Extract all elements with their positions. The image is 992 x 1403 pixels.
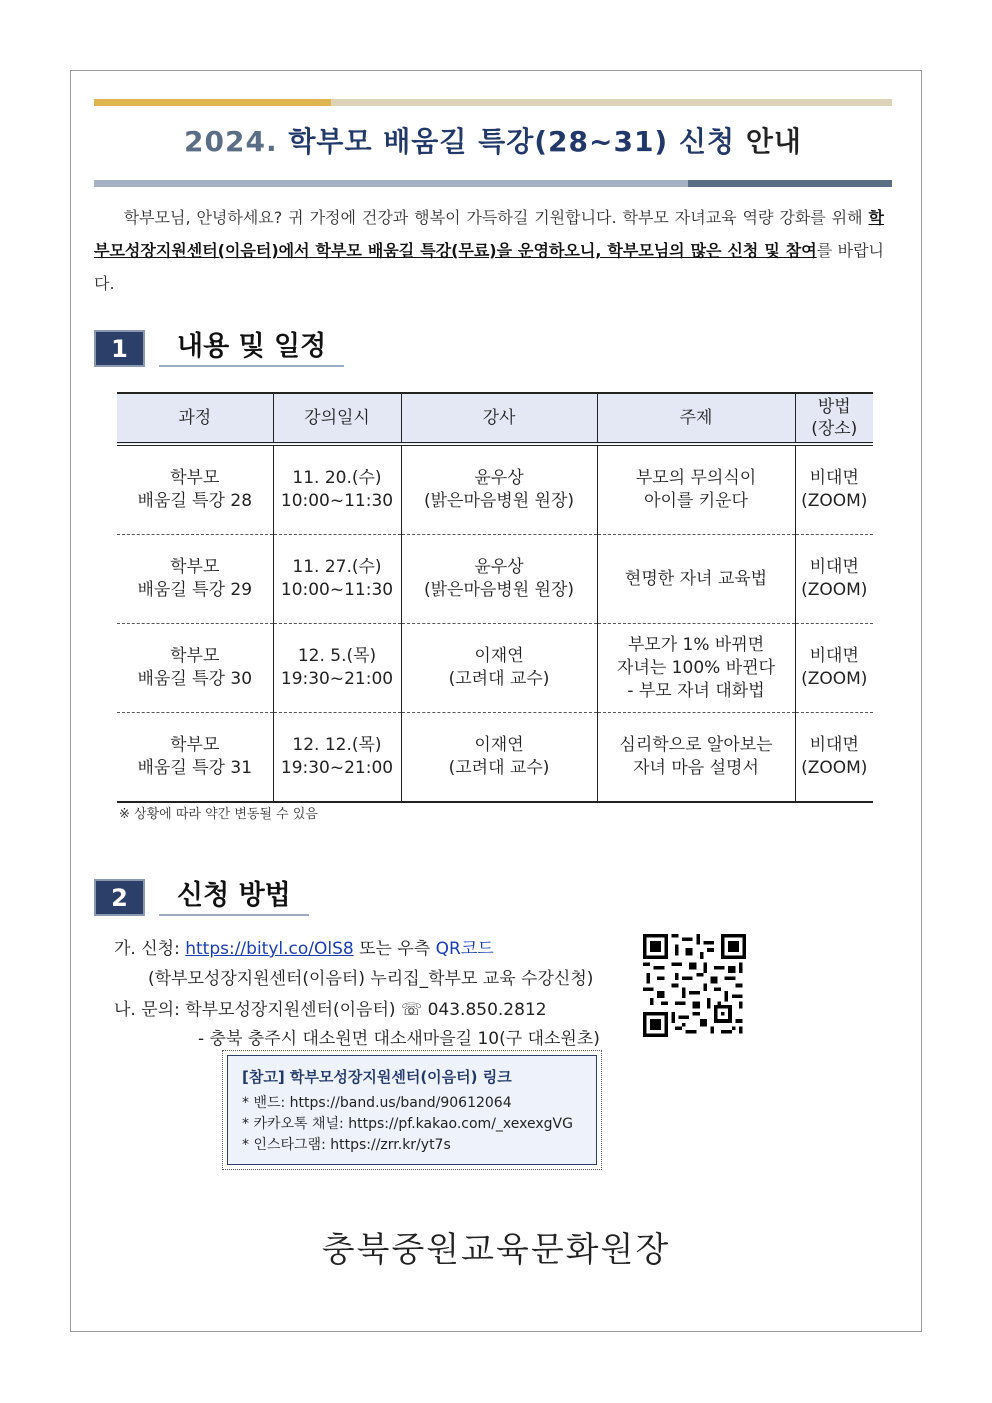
section-label: 내용 및 일정 — [159, 324, 344, 367]
title-main: 학부모 배움길 특강(28~31) — [288, 125, 669, 158]
title-apply: 신청 — [678, 125, 736, 158]
intro-text-end: 를 바랍니다. — [94, 241, 884, 293]
inquiry-label: 나. 문의: 학부모성장지원센터(이음터) — [114, 1000, 401, 1020]
schedule-table — [117, 392, 873, 803]
title-top-bar — [94, 99, 892, 106]
apply-line-a-sub: (학부모성장지원센터(이음터) 누리집_학부모 교육 수강신청) — [148, 969, 594, 989]
qr-code-icon[interactable] — [643, 934, 746, 1037]
organization-signature: 충북중원교육문화원장 — [321, 1230, 671, 1270]
cell-method: 비대면 (ZOOM) — [795, 535, 873, 624]
section-heading-2 — [94, 876, 309, 916]
address-line: - 충북 충주시 대소원면 대소새마을길 10(구 대소원초) — [198, 1029, 600, 1049]
intro-text: 학부모님, 안녕하세요? 귀 가정에 건강과 행복이 가득하길 기원합니다. 학부모 자녀교육 역량 강화를 위해 — [123, 208, 869, 227]
title-notice: 안내 — [745, 125, 802, 158]
table-row — [117, 624, 873, 713]
table-row — [117, 444, 873, 535]
reference-box — [222, 1050, 602, 1170]
header-method: 방법 (장소) — [795, 393, 873, 444]
cell-topic: 현명한 자녀 교육법 — [597, 535, 795, 624]
cell-course: 학부모 배움길 특강 31 — [117, 713, 273, 803]
page-title — [94, 120, 892, 160]
cell-datetime: 12. 12.(목) 19:30~21:00 — [273, 713, 401, 803]
apply-or-text: 또는 우측 — [353, 939, 436, 959]
phone-icon: ☏ — [400, 1000, 423, 1020]
cell-lecturer: 이재연 (고려대 교수) — [401, 713, 597, 803]
apply-link[interactable]: https://bityl.co/OlS8 — [185, 939, 354, 959]
cell-method: 비대면 (ZOOM) — [795, 713, 873, 803]
cell-topic: 부모의 무의식이 아이를 키운다 — [597, 444, 795, 535]
title-bottom-bar — [94, 180, 892, 187]
schedule-note: ※ 상황에 따라 약간 변동될 수 있음 — [119, 807, 318, 822]
section-label: 신청 방법 — [159, 873, 309, 916]
apply-line-a — [114, 934, 494, 959]
intro-paragraph — [94, 201, 884, 300]
qr-code-label: QR코드 — [435, 939, 494, 959]
section-heading-1 — [94, 327, 344, 367]
reference-kakao-link[interactable]: * 카카오톡 채널: https://pf.kakao.com/_xexexgVG — [242, 1116, 573, 1132]
cell-lecturer: 윤우상 (밝은마음병원 원장) — [401, 535, 597, 624]
cell-datetime: 11. 27.(수) 10:00~11:30 — [273, 535, 401, 624]
header-topic: 주제 — [597, 393, 795, 444]
header-datetime: 강의일시 — [273, 393, 401, 444]
cell-datetime: 11. 20.(수) 10:00~11:30 — [273, 444, 401, 535]
cell-datetime: 12. 5.(목) 19:30~21:00 — [273, 624, 401, 713]
reference-instagram-link[interactable]: * 인스타그램: https://zrr.kr/yt7s — [242, 1137, 451, 1153]
header-course: 과정 — [117, 393, 273, 444]
cell-method: 비대면 (ZOOM) — [795, 624, 873, 713]
cell-course: 학부모 배움길 특강 28 — [117, 444, 273, 535]
cell-topic: 부모가 1% 바뀌면 자녀는 100% 바뀐다 - 부모 자녀 대화법 — [597, 624, 795, 713]
apply-label: 가. 신청: — [114, 939, 186, 959]
cell-lecturer: 윤우상 (밝은마음병원 원장) — [401, 444, 597, 535]
inquiry-line — [114, 995, 547, 1020]
reference-title: [참고] 학부모성장지원센터(이음터) 링크 — [242, 1068, 512, 1086]
intro-emphasis: 학부모성장지원센터(이음터)에서 학부모 배움길 특강(무료)을 운영하오니, 학부모님의 많은 신청 및 참여 — [94, 208, 884, 260]
cell-method: 비대면 (ZOOM) — [795, 444, 873, 535]
table-header-row — [117, 393, 873, 444]
header-lecturer: 강사 — [401, 393, 597, 444]
reference-band-link[interactable]: * 밴드: https://band.us/band/90612064 — [242, 1095, 512, 1111]
section-number: 2 — [94, 879, 145, 916]
phone-number: 043.850.2812 — [422, 1000, 547, 1020]
table-row — [117, 713, 873, 803]
cell-topic: 심리학으로 알아보는 자녀 마음 설명서 — [597, 713, 795, 803]
table-row — [117, 535, 873, 624]
cell-course: 학부모 배움길 특강 30 — [117, 624, 273, 713]
cell-course: 학부모 배움길 특강 29 — [117, 535, 273, 624]
section-number: 1 — [94, 330, 145, 367]
title-year: 2024. — [184, 125, 278, 158]
cell-lecturer: 이재연 (고려대 교수) — [401, 624, 597, 713]
